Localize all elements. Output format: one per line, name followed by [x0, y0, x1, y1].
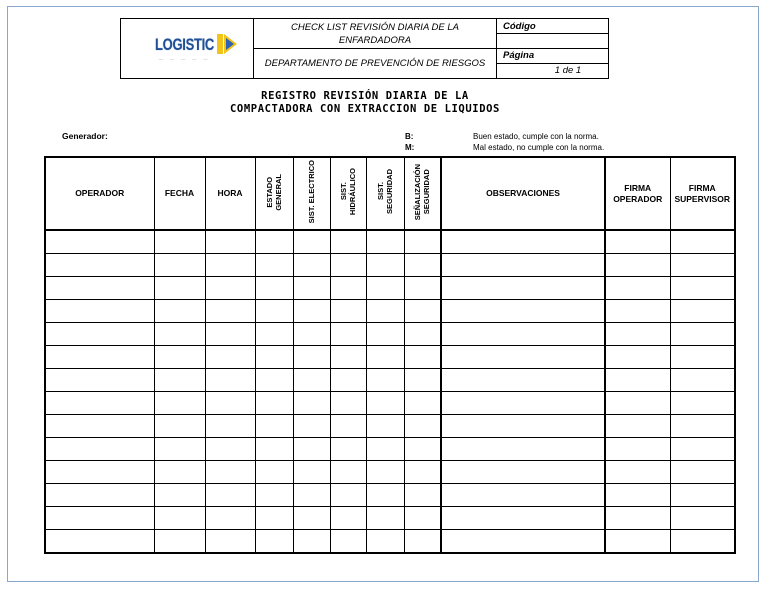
- table-cell[interactable]: [441, 461, 605, 484]
- table-cell[interactable]: [441, 369, 605, 392]
- table-cell[interactable]: [441, 254, 605, 277]
- table-cell[interactable]: [255, 507, 293, 530]
- table-cell[interactable]: [404, 277, 441, 300]
- document-header: [120, 18, 609, 79]
- code-value: [497, 34, 609, 49]
- table-cell[interactable]: [441, 300, 605, 323]
- table-cell[interactable]: [154, 323, 205, 346]
- table-cell[interactable]: [205, 461, 255, 484]
- table-cell[interactable]: [205, 323, 255, 346]
- table-cell[interactable]: [154, 346, 205, 369]
- table-cell[interactable]: [404, 230, 441, 254]
- table-cell[interactable]: [670, 323, 735, 346]
- table-cell[interactable]: [205, 277, 255, 300]
- table-cell[interactable]: [293, 254, 330, 277]
- table-cell[interactable]: [330, 277, 366, 300]
- table-cell[interactable]: [255, 369, 293, 392]
- table-cell[interactable]: [293, 461, 330, 484]
- table-cell[interactable]: [255, 254, 293, 277]
- table-cell[interactable]: [605, 530, 670, 554]
- table-cell[interactable]: [605, 300, 670, 323]
- table-cell[interactable]: [255, 392, 293, 415]
- table-cell[interactable]: [404, 438, 441, 461]
- col-estado-general: ESTADO GENERAL: [255, 157, 293, 230]
- table-cell[interactable]: [670, 300, 735, 323]
- table-cell[interactable]: [45, 346, 154, 369]
- table-cell[interactable]: [441, 507, 605, 530]
- table-cell[interactable]: [404, 346, 441, 369]
- table-cell[interactable]: [441, 415, 605, 438]
- col-firma-supervisor: FIRMA SUPERVISOR: [670, 157, 735, 230]
- table-cell[interactable]: [205, 230, 255, 254]
- col-sist-hidraulico: SIST. HIDRÁULICO: [330, 157, 366, 230]
- title-line-1: REGISTRO REVISIÓN DIARIA DE LA: [261, 90, 469, 102]
- table-cell[interactable]: [605, 438, 670, 461]
- table-cell[interactable]: [293, 484, 330, 507]
- table-row: [45, 438, 735, 461]
- table-cell[interactable]: [330, 230, 366, 254]
- table-cell[interactable]: [293, 323, 330, 346]
- table-cell[interactable]: [330, 438, 366, 461]
- logo-text: LOGISTIC: [155, 34, 214, 54]
- table-cell[interactable]: [605, 392, 670, 415]
- table-cell[interactable]: [670, 254, 735, 277]
- table-cell[interactable]: [255, 484, 293, 507]
- page-label: Página: [503, 50, 535, 61]
- table-cell[interactable]: [154, 484, 205, 507]
- table-cell[interactable]: [154, 530, 205, 554]
- header-department: DEPARTAMENTO DE PREVENCIÓN DE RIESGOS: [264, 58, 486, 69]
- table-cell[interactable]: [330, 530, 366, 554]
- table-row: [45, 530, 735, 554]
- table-cell[interactable]: [605, 415, 670, 438]
- company-logo: [155, 33, 239, 55]
- table-cell[interactable]: [293, 507, 330, 530]
- table-cell[interactable]: [45, 254, 154, 277]
- table-cell[interactable]: [154, 415, 205, 438]
- table-cell[interactable]: [154, 230, 205, 254]
- table-cell[interactable]: [404, 461, 441, 484]
- table-cell[interactable]: [255, 461, 293, 484]
- table-cell[interactable]: [330, 346, 366, 369]
- table-cell[interactable]: [205, 254, 255, 277]
- table-row: [45, 323, 735, 346]
- table-cell[interactable]: [45, 230, 154, 254]
- table-cell[interactable]: [404, 369, 441, 392]
- table-cell[interactable]: [255, 230, 293, 254]
- table-cell[interactable]: [366, 277, 404, 300]
- generator-label: Generador:: [62, 131, 108, 141]
- table-cell[interactable]: [366, 530, 404, 554]
- table-cell[interactable]: [154, 300, 205, 323]
- table-row: [45, 415, 735, 438]
- table-cell[interactable]: [293, 438, 330, 461]
- table-cell[interactable]: [45, 530, 154, 554]
- table-cell[interactable]: [670, 461, 735, 484]
- table-cell[interactable]: [330, 254, 366, 277]
- table-cell[interactable]: [670, 507, 735, 530]
- table-cell[interactable]: [205, 507, 255, 530]
- table-cell[interactable]: [205, 392, 255, 415]
- table-cell[interactable]: [441, 392, 605, 415]
- table-cell[interactable]: [670, 277, 735, 300]
- logo-subtext: — — — — —: [159, 56, 211, 61]
- table-cell[interactable]: [366, 461, 404, 484]
- table-cell[interactable]: [330, 300, 366, 323]
- table-row: [45, 277, 735, 300]
- table-cell[interactable]: [441, 484, 605, 507]
- table-row: [45, 484, 735, 507]
- col-operador: OPERADOR: [45, 157, 154, 230]
- table-cell[interactable]: [605, 254, 670, 277]
- table-cell[interactable]: [45, 438, 154, 461]
- table-cell[interactable]: [330, 369, 366, 392]
- table-cell[interactable]: [670, 369, 735, 392]
- legend-item-good: B: Buen estado, cumple con la norma.: [405, 132, 599, 141]
- table-body: [45, 230, 735, 553]
- table-cell[interactable]: [441, 530, 605, 554]
- table-cell[interactable]: [293, 369, 330, 392]
- table-cell[interactable]: [670, 415, 735, 438]
- table-cell[interactable]: [366, 230, 404, 254]
- col-senalizacion: SEÑALIZACIÓN SEGURIDAD: [404, 157, 441, 230]
- table-cell[interactable]: [605, 461, 670, 484]
- table-cell[interactable]: [330, 392, 366, 415]
- table-cell[interactable]: [45, 484, 154, 507]
- table-cell[interactable]: [605, 323, 670, 346]
- table-cell[interactable]: [255, 415, 293, 438]
- table-cell[interactable]: [366, 323, 404, 346]
- table-cell[interactable]: [404, 415, 441, 438]
- table-row: [45, 230, 735, 254]
- table-cell[interactable]: [154, 392, 205, 415]
- table-cell[interactable]: [605, 484, 670, 507]
- table-cell[interactable]: [605, 277, 670, 300]
- col-hora: HORA: [205, 157, 255, 230]
- inspection-table: [44, 156, 736, 554]
- document-title: [200, 90, 530, 116]
- table-cell[interactable]: [366, 369, 404, 392]
- table-cell[interactable]: [205, 415, 255, 438]
- table-cell[interactable]: [154, 507, 205, 530]
- table-row: [45, 254, 735, 277]
- table-cell[interactable]: [154, 254, 205, 277]
- table-cell[interactable]: [404, 392, 441, 415]
- table-cell[interactable]: [330, 415, 366, 438]
- table-cell[interactable]: [366, 438, 404, 461]
- table-cell[interactable]: [670, 438, 735, 461]
- table-cell[interactable]: [293, 346, 330, 369]
- table-cell[interactable]: [154, 277, 205, 300]
- table-cell[interactable]: [366, 507, 404, 530]
- table-cell[interactable]: [670, 484, 735, 507]
- header-title: CHECK LIST REVISIÓN DIARIA DE LA ENFARDADORA: [254, 19, 496, 49]
- table-row: [45, 346, 735, 369]
- col-sist-seguridad: SIST. SEGURIDAD: [366, 157, 404, 230]
- table-cell[interactable]: [670, 346, 735, 369]
- table-cell[interactable]: [366, 415, 404, 438]
- table-cell[interactable]: [45, 323, 154, 346]
- col-fecha: FECHA: [154, 157, 205, 230]
- table-cell[interactable]: [45, 300, 154, 323]
- table-cell[interactable]: [45, 461, 154, 484]
- table-cell[interactable]: [154, 369, 205, 392]
- table-cell[interactable]: [605, 346, 670, 369]
- table-cell[interactable]: [404, 530, 441, 554]
- table-cell[interactable]: [205, 300, 255, 323]
- legend: [405, 131, 604, 153]
- table-cell[interactable]: [255, 346, 293, 369]
- table-row: [45, 300, 735, 323]
- table-cell[interactable]: [293, 277, 330, 300]
- col-firma-operador: FIRMA OPERADOR: [605, 157, 670, 230]
- table-cell[interactable]: [45, 277, 154, 300]
- table-cell[interactable]: [366, 346, 404, 369]
- table-cell[interactable]: [441, 346, 605, 369]
- table-cell[interactable]: [330, 484, 366, 507]
- table-cell[interactable]: [605, 369, 670, 392]
- table-cell[interactable]: [404, 300, 441, 323]
- table-cell[interactable]: [670, 392, 735, 415]
- table-cell[interactable]: [293, 392, 330, 415]
- table-cell[interactable]: [441, 277, 605, 300]
- table-cell[interactable]: [404, 323, 441, 346]
- table-cell[interactable]: [366, 484, 404, 507]
- table-cell[interactable]: [255, 277, 293, 300]
- table-header-row: [45, 157, 735, 230]
- table-cell[interactable]: [255, 438, 293, 461]
- table-cell[interactable]: [45, 415, 154, 438]
- table-cell[interactable]: [45, 369, 154, 392]
- logo-cell: [121, 19, 254, 78]
- header-codes: [496, 19, 608, 78]
- table-cell[interactable]: [293, 230, 330, 254]
- table-cell[interactable]: [255, 300, 293, 323]
- table-cell[interactable]: [404, 484, 441, 507]
- table-cell[interactable]: [45, 392, 154, 415]
- table-cell[interactable]: [605, 507, 670, 530]
- table-cell[interactable]: [293, 300, 330, 323]
- table-cell[interactable]: [205, 369, 255, 392]
- title-line-2: COMPACTADORA CON EXTRACCION DE LIQUIDOS: [230, 103, 500, 115]
- table-row: [45, 392, 735, 415]
- page-value: 1 de 1: [497, 63, 609, 78]
- table-cell[interactable]: [366, 392, 404, 415]
- table-cell[interactable]: [330, 323, 366, 346]
- table-cell[interactable]: [205, 530, 255, 554]
- table-cell[interactable]: [255, 530, 293, 554]
- table-cell[interactable]: [154, 438, 205, 461]
- table-cell[interactable]: [45, 507, 154, 530]
- table-row: [45, 507, 735, 530]
- table-cell[interactable]: [330, 461, 366, 484]
- table-cell[interactable]: [330, 507, 366, 530]
- table-cell[interactable]: [404, 254, 441, 277]
- table-cell[interactable]: [670, 530, 735, 554]
- table-cell[interactable]: [404, 507, 441, 530]
- logo-arrow-icon: [217, 33, 239, 55]
- table-cell[interactable]: [441, 230, 605, 254]
- table-cell[interactable]: [366, 300, 404, 323]
- col-sist-electrico: SIST. ELECTRICO: [293, 157, 330, 230]
- table-cell[interactable]: [205, 346, 255, 369]
- table-cell[interactable]: [441, 323, 605, 346]
- table-cell[interactable]: [255, 323, 293, 346]
- table-row: [45, 461, 735, 484]
- table-cell[interactable]: [205, 484, 255, 507]
- table-row: [45, 369, 735, 392]
- table-cell[interactable]: [605, 230, 670, 254]
- table-cell[interactable]: [670, 230, 735, 254]
- col-observaciones: OBSERVACIONES: [441, 157, 605, 230]
- table-cell[interactable]: [154, 461, 205, 484]
- table-cell[interactable]: [441, 438, 605, 461]
- table-cell[interactable]: [293, 415, 330, 438]
- code-label: Código: [497, 19, 609, 34]
- table-cell[interactable]: [366, 254, 404, 277]
- table-cell[interactable]: [293, 530, 330, 554]
- table-cell[interactable]: [205, 438, 255, 461]
- legend-item-bad: M: Mal estado, no cumple con la norma.: [405, 143, 605, 152]
